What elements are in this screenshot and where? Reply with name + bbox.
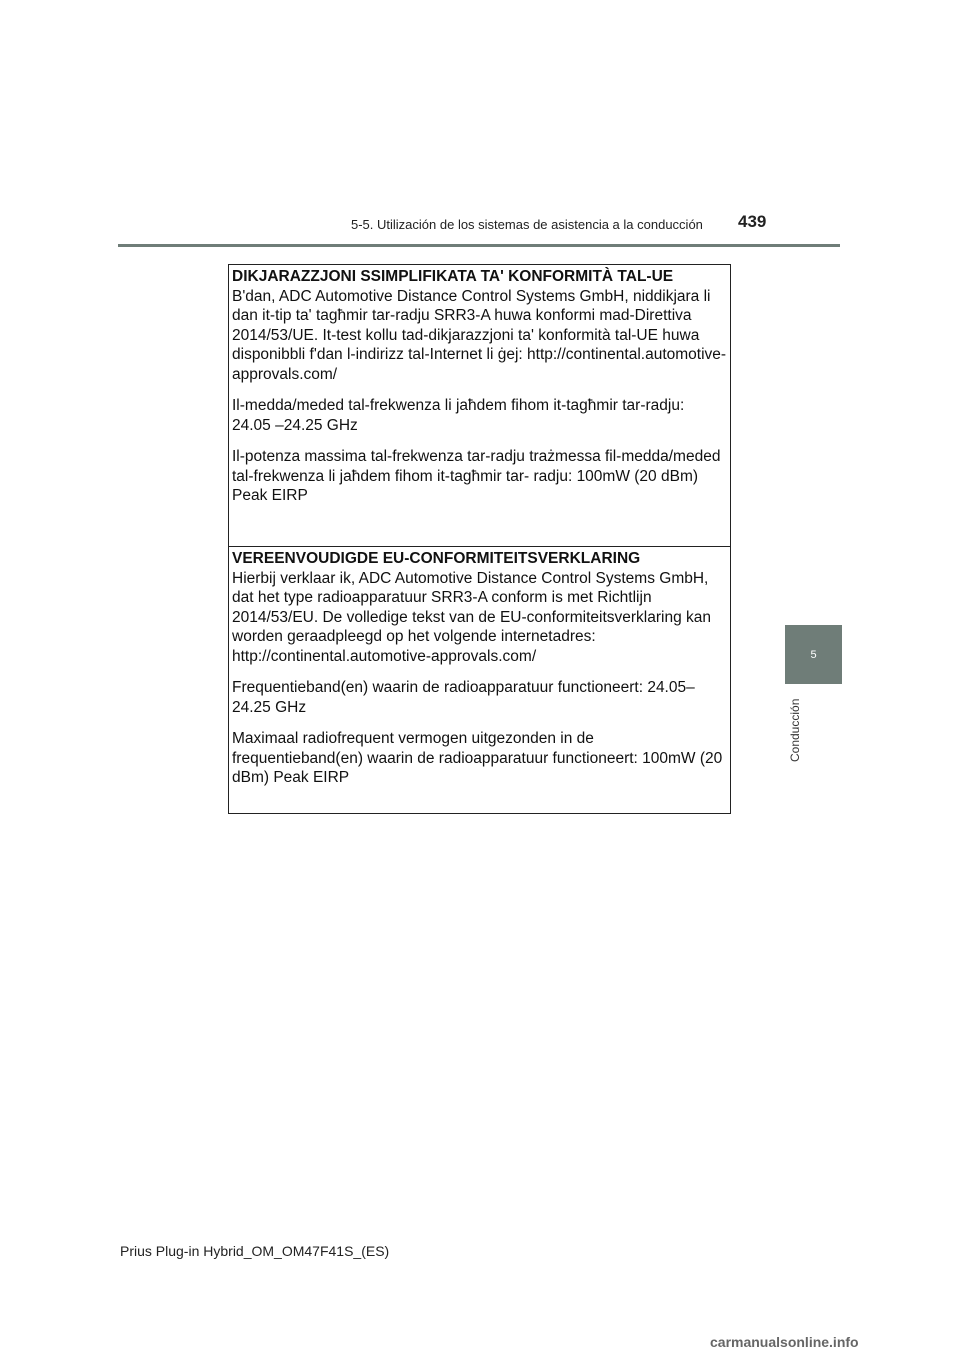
- header-divider: [118, 244, 840, 247]
- chapter-number: 5: [810, 648, 817, 661]
- declaration-paragraph: Il-potenza massima tal-frekwenza tar-radju trażmessa fil-medda/meded tal-frekwenza li jaħdem fihom it-tagħmir tar- radju: 100mW (20 dBm) Peak EIRP: [232, 448, 721, 504]
- page-number: 439: [738, 212, 767, 231]
- declaration-title: DIKJARAZZJONI SSIMPLIFIKATA TA' KONFORMITÀ TAL-UE: [232, 268, 674, 285]
- declaration-box-maltese: [228, 264, 731, 547]
- declaration-box-dutch: [228, 546, 731, 814]
- declaration-paragraph: Maximaal radiofrequent vermogen uitgezonden in de frequentieband(en) waarin de radioapparatuur functioneert: 100mW (20 dBm) Peak EIRP: [232, 730, 723, 786]
- chapter-label: Conducción: [788, 698, 802, 762]
- declaration-paragraph: Il-medda/meded tal-frekwenza li jaħdem fihom it-tagħmir tar-radju: 24.05 –24.25 GHz: [232, 397, 685, 434]
- chapter-tab: [785, 625, 842, 684]
- declaration-paragraph: Frequentieband(en) waarin de radioapparatuur functioneert: 24.05–24.25 GHz: [232, 679, 695, 716]
- section-header: 5-5. Utilización de los sistemas de asistencia a la conducción: [351, 217, 703, 232]
- declaration-paragraph: Hierbij verklaar ik, ADC Automotive Distance Control Systems GmbH, dat het type radioapparatuur SRR3-A conform is met Richtlijn 2014/53/EU. De volledige tekst van de EU-conformiteitsverklaring kan worden geraadpleegd op het volgende internetadres: http://continental.automotive-approvals.com/: [232, 569, 712, 665]
- declaration-title: VEREENVOUDIGDE EU-CONFORMITEITSVERKLARING: [232, 550, 641, 567]
- document-footer: Prius Plug-in Hybrid_OM_OM47F41S_(ES): [120, 1243, 390, 1259]
- declaration-paragraph: B'dan, ADC Automotive Distance Control Systems GmbH, niddikjara li dan it-tip ta' tagħmir tar-radju SRR3-A huwa konformi mad-Direttiva 2014/53/UE. It-test kollu tad-dikjarazzjoni ta' konformità tal-UE huwa disponibbli f'dan l-indirizz tal-Internet li ġej: http://continental.automotive-approvals.com/: [232, 287, 727, 383]
- watermark: carmanualsonline.info: [710, 1334, 859, 1350]
